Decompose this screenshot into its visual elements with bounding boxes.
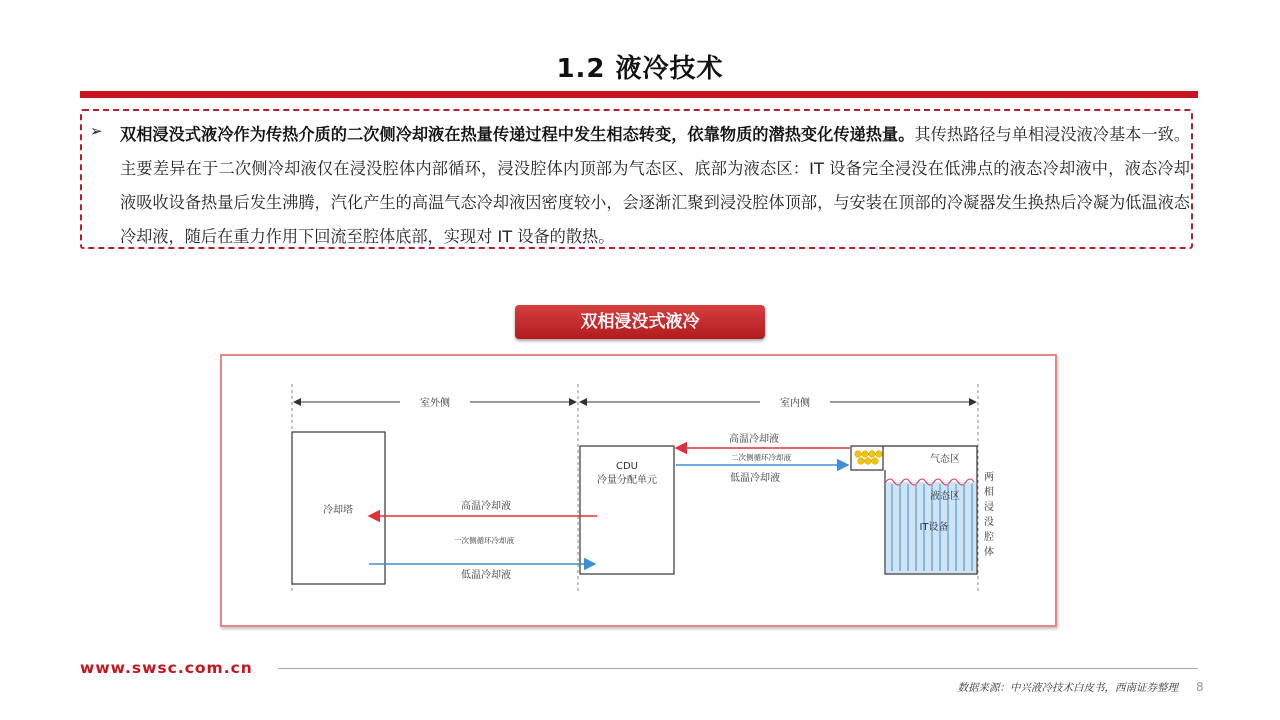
title-divider — [80, 91, 1198, 98]
chamber-label-char: 浸 — [984, 502, 994, 513]
primary-hot-label: 高温冷却液 — [461, 501, 511, 512]
chamber-label-char: 两 — [984, 472, 994, 483]
cdu-label: CDU — [615, 461, 639, 472]
secondary-hot-label: 高温冷却液 — [729, 434, 779, 445]
cooling-tower-label: 冷却塔 — [323, 505, 353, 516]
data-source: 数据来源：中兴液冷技术白皮书，西南证券整理 — [957, 682, 1178, 694]
footer-divider — [278, 668, 1198, 669]
secondary-loop-label: 二次侧循环冷却液 — [731, 453, 791, 462]
indoor-label: 室内侧 — [780, 398, 810, 409]
secondary-cold-label: 低温冷却液 — [730, 473, 780, 484]
page-title: 1.2 液冷技术 — [556, 54, 724, 84]
footer-website-link[interactable]: www.swsc.com.cn — [80, 659, 253, 677]
chamber-label-char: 没 — [984, 517, 994, 528]
it-equipment-label: IT设备 — [919, 522, 949, 533]
gas-zone-label: 气态区 — [930, 454, 960, 465]
cooling-diagram — [220, 354, 1057, 627]
chamber-label-char: 相 — [984, 487, 994, 498]
primary-loop-label: 一次侧循环冷却液 — [454, 536, 514, 545]
description-bold: 双相浸没式液冷作为传热介质的二次侧冷却液在热量传递过程中发生相态转变，依靠物质的潜热变化传递热量。 — [120, 125, 915, 144]
chamber-label-char: 体 — [984, 547, 994, 558]
outdoor-label: 室外侧 — [420, 398, 450, 409]
chamber-label-char: 腔 — [984, 532, 994, 543]
description-paragraph — [120, 118, 1190, 254]
cdu-sublabel: 冷量分配单元 — [597, 475, 657, 486]
liquid-zone-label: 液态区 — [930, 491, 960, 502]
page-number: 8 — [1196, 680, 1204, 694]
diagram-label: 双相浸没式液冷 — [515, 305, 765, 339]
primary-cold-label: 低温冷却液 — [461, 570, 511, 581]
description-normal: 其传热路径与单相浸没液冷基本一致。主要差异在于二次侧冷却液仅在浸没腔体内部循环，浸没腔体内顶部为气态区、底部为液态区：IT 设备完全浸没在低沸点的液态冷却液中，液态冷却液吸收设备热量后发生沸腾，汽化产生的高温气态冷却液因密度较小，会逐渐汇聚到浸没腔体顶部，与安装在顶部的冷凝器发生换热后冷凝为低温液态冷却液，随后在重力作用下回流至腔体底部，实现对 IT 设备的散热。 — [120, 125, 1191, 246]
bullet-arrow-icon: ➢ — [90, 122, 103, 140]
